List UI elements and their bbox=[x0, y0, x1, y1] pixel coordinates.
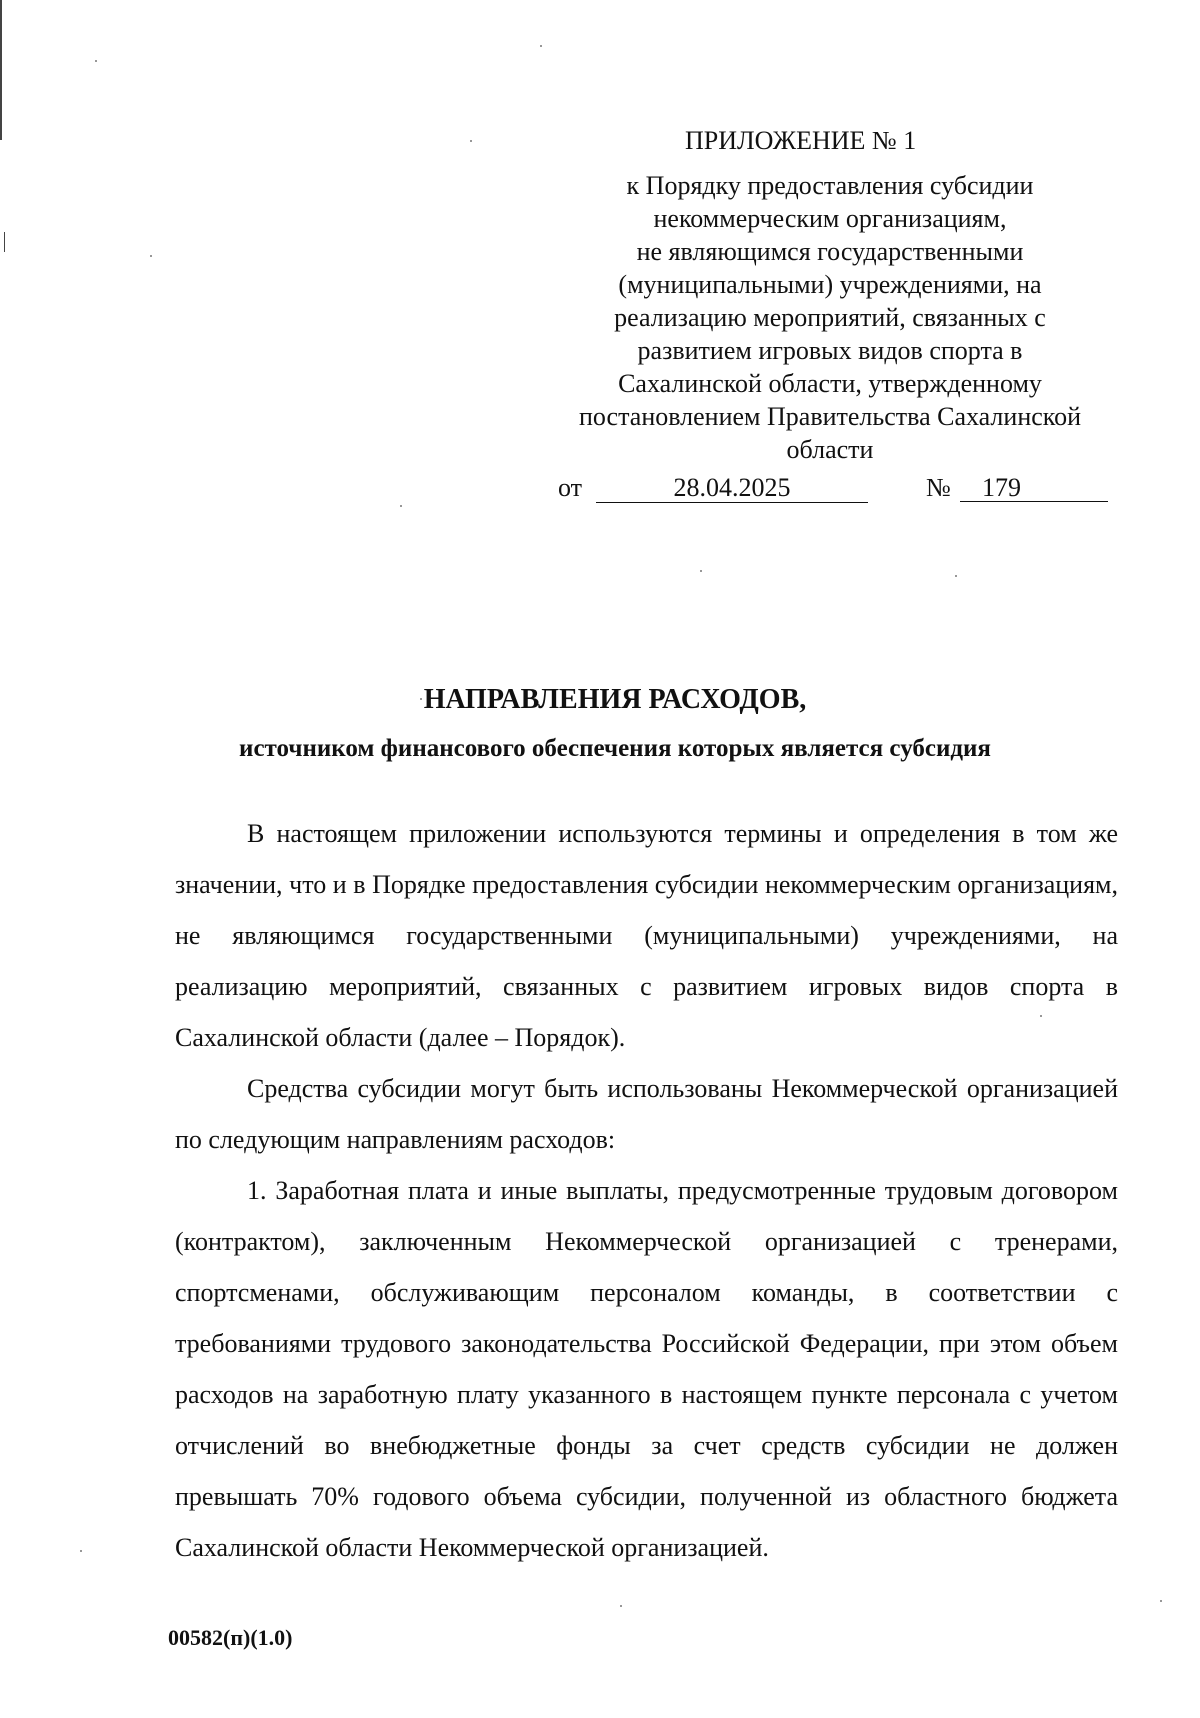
appendix-header bbox=[550, 124, 1110, 466]
appendix-line: области bbox=[786, 435, 874, 464]
appendix-line: не являющимся государственными bbox=[636, 237, 1024, 266]
scan-edge-mark bbox=[0, 0, 2, 140]
scan-speck bbox=[700, 570, 702, 572]
scan-edge-mark bbox=[4, 232, 5, 252]
scan-speck bbox=[420, 698, 422, 700]
document-subtitle: источником финансового обеспечения которых является субсидия bbox=[239, 735, 991, 762]
appendix-line: (муниципальными) учреждениями, на bbox=[618, 270, 1042, 299]
document-body bbox=[175, 808, 1118, 1573]
date-value: 28.04.2025 bbox=[596, 470, 868, 503]
appendix-line: постановлением Правительства Сахалинской bbox=[579, 402, 1081, 431]
body-paragraph: 1. Заработная плата и иные выплаты, предусмотренные трудовым договором (контрактом), заключенным Некоммерческой организацией с тренерами, спортсменами, обслуживающим персоналом команды, в соответствии с требованиями трудового законодательства Российской Федерации, при этом объем расходов на заработную плату указанного в настоящем пункте персонала с учетом отчислений во внебюджетные фонды за счет средств субсидии не должен превышать 70% годового объема субсидии, полученной из областного бюджета Сахалинской области Некоммерческой организацией. bbox=[175, 1176, 1118, 1562]
scan-speck bbox=[1160, 1600, 1162, 1602]
appendix-title: ПРИЛОЖЕНИЕ № 1 bbox=[685, 126, 917, 155]
scan-speck bbox=[470, 140, 472, 142]
scan-speck bbox=[150, 255, 152, 257]
date-number-row bbox=[558, 470, 1108, 506]
number-label: № bbox=[926, 473, 951, 502]
appendix-line: некоммерческим организациям, bbox=[653, 204, 1007, 233]
date-label: от bbox=[558, 473, 583, 502]
scan-speck bbox=[540, 45, 542, 47]
scan-speck bbox=[955, 575, 957, 577]
appendix-line: развитием игровых видов спорта в bbox=[637, 336, 1023, 365]
document-code: 00582(п)(1.0) bbox=[168, 1625, 293, 1650]
body-paragraph: В настоящем приложении используются термины и определения в том же значении, что и в Порядке предоставления субсидии некоммерческим организациям, не являющимся государственными (муниципальными) учреждениями, на реализацию мероприятий, связанных с развитием игровых видов спорта в Сахалинской области (далее – Порядок). bbox=[175, 819, 1118, 1052]
scan-speck bbox=[620, 1605, 622, 1607]
body-paragraph: Средства субсидии могут быть использованы Некоммерческой организацией по следующим направлениям расходов: bbox=[175, 1074, 1118, 1154]
appendix-line: реализацию мероприятий, связанных с bbox=[614, 303, 1046, 332]
scan-speck bbox=[95, 60, 97, 62]
number-value: 179 bbox=[960, 470, 1108, 502]
appendix-line: к Порядку предоставления субсидии bbox=[626, 171, 1034, 200]
scan-speck bbox=[80, 1550, 82, 1552]
scan-speck bbox=[400, 505, 402, 507]
scan-speck bbox=[1040, 1015, 1042, 1017]
document-title: НАПРАВЛЕНИЯ РАСХОДОВ, bbox=[423, 684, 807, 715]
appendix-line: Сахалинской области, утвержденному bbox=[618, 369, 1042, 398]
